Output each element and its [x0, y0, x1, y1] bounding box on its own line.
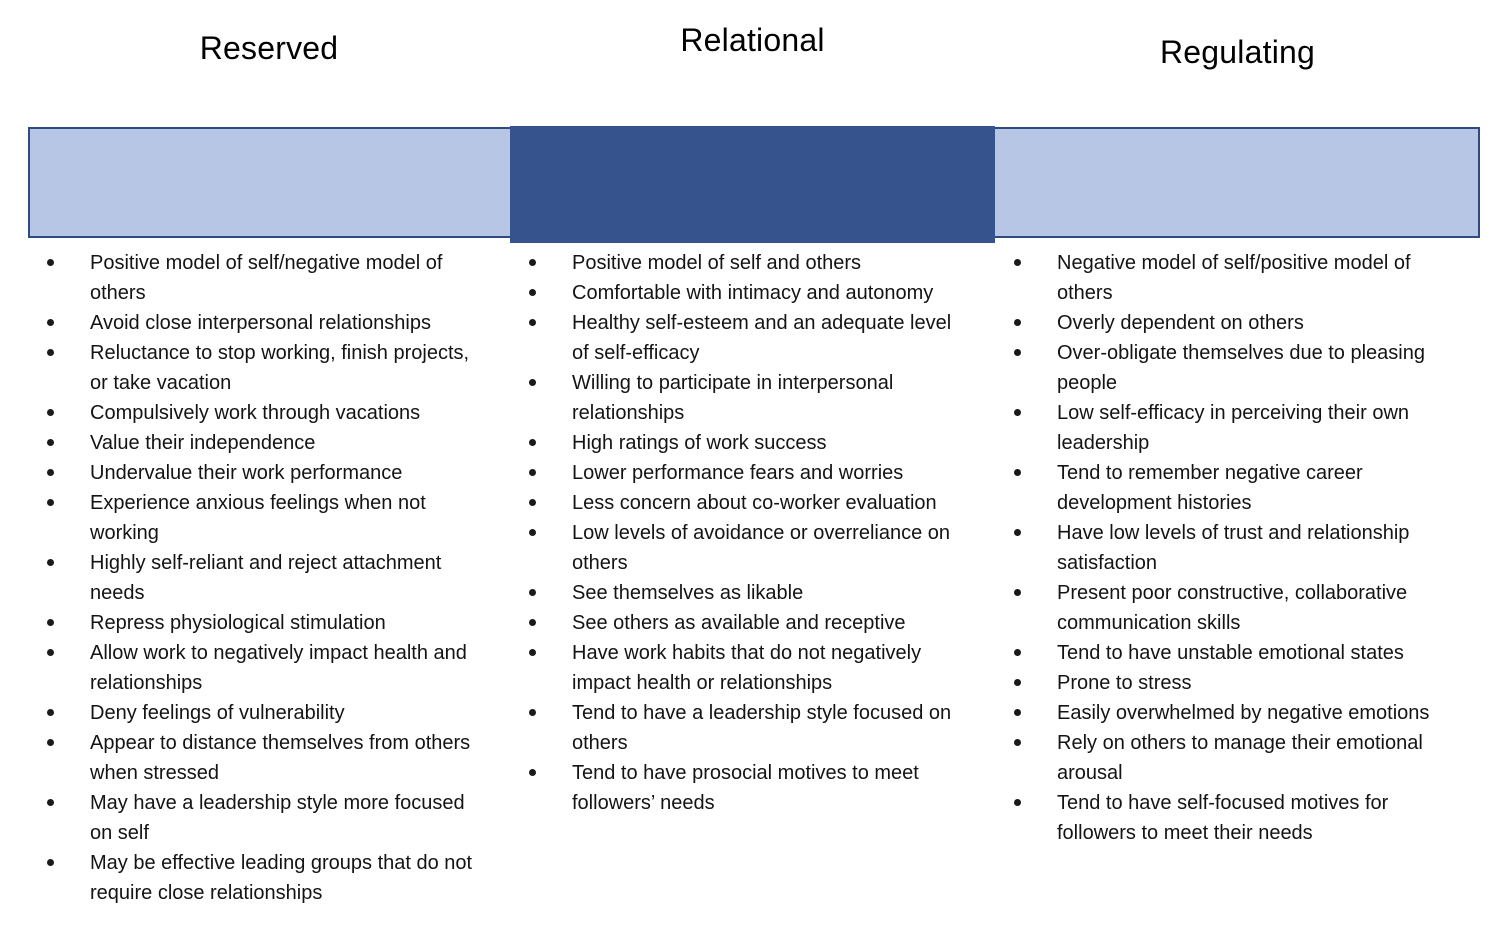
list-item: Tend to have unstable emotional states — [1012, 638, 1444, 668]
regulating-bullet-list — [995, 248, 1494, 848]
list-item: Low self-efficacy in perceiving their own leadership — [1012, 398, 1444, 458]
list-item: Value their independence — [45, 428, 477, 458]
list-item: May have a leadership style more focused on self — [45, 788, 477, 848]
list-item: Tend to have self-focused motives for followers to meet their needs — [1012, 788, 1444, 848]
list-item: Reluctance to stop working, finish projects, or take vacation — [45, 338, 477, 398]
header-band-dark-cell — [510, 126, 995, 243]
list-item: Have low levels of trust and relationship satisfaction — [1012, 518, 1444, 578]
list-item: Positive model of self and others — [527, 248, 959, 278]
header-band — [28, 127, 1480, 238]
list-item: Over-obligate themselves due to pleasing people — [1012, 338, 1444, 398]
list-item: Have work habits that do not negatively impact health or relationships — [527, 638, 959, 698]
list-item: Rely on others to manage their emotional arousal — [1012, 728, 1444, 788]
list-item: Highly self-reliant and reject attachment needs — [45, 548, 477, 608]
list-item: Appear to distance themselves from others when stressed — [45, 728, 477, 788]
reserved-bullet-list — [28, 248, 527, 908]
list-item: See others as available and receptive — [527, 608, 959, 638]
list-item: See themselves as likable — [527, 578, 959, 608]
list-item: Easily overwhelmed by negative emotions — [1012, 698, 1444, 728]
list-item: Tend to have prosocial motives to meet followers’ needs — [527, 758, 959, 818]
list-item: Prone to stress — [1012, 668, 1444, 698]
list-item: Comfortable with intimacy and autonomy — [527, 278, 959, 308]
list-item: Experience anxious feelings when not working — [45, 488, 477, 548]
list-item: Willing to participate in interpersonal relationships — [527, 368, 959, 428]
list-item: High ratings of work success — [527, 428, 959, 458]
list-item: Present poor constructive, collaborative communication skills — [1012, 578, 1444, 638]
list-item: Compulsively work through vacations — [45, 398, 477, 428]
column-title-reserved: Reserved — [199, 30, 339, 66]
list-item: Lower performance fears and worries — [527, 458, 959, 488]
list-item: Deny feelings of vulnerability — [45, 698, 477, 728]
list-item: Positive model of self/negative model of others — [45, 248, 477, 308]
list-item: Overly dependent on others — [1012, 308, 1444, 338]
list-item: Negative model of self/positive model of others — [1012, 248, 1444, 308]
list-item: Less concern about co-worker evaluation — [527, 488, 959, 518]
relational-bullet-list — [510, 248, 1009, 818]
list-item: Tend to remember negative career development histories — [1012, 458, 1444, 518]
list-item: Healthy self-esteem and an adequate level of self-efficacy — [527, 308, 959, 368]
column-title-regulating: Regulating — [1160, 34, 1315, 70]
list-item: Avoid close interpersonal relationships — [45, 308, 477, 338]
list-item: Undervalue their work performance — [45, 458, 477, 488]
column-title-relational: Relational — [680, 22, 825, 58]
list-item: Allow work to negatively impact health and relationships — [45, 638, 477, 698]
list-item: Tend to have a leadership style focused on others — [527, 698, 959, 758]
list-item: May be effective leading groups that do not require close relationships — [45, 848, 477, 908]
list-item: Repress physiological stimulation — [45, 608, 477, 638]
list-item: Low levels of avoidance or overreliance on others — [527, 518, 959, 578]
